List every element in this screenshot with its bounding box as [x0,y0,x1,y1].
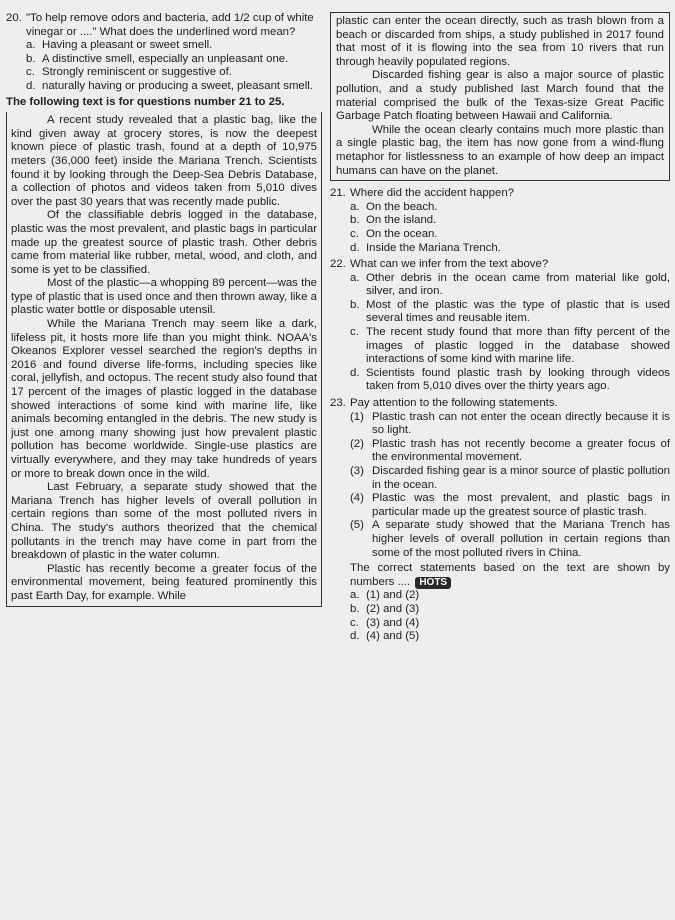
option-text: The recent study found that more than fifty percent of the images of plastic logged in the database showed interactions of some kind with marine life. [366,326,670,366]
passage-paragraph: While the Mariana Trench may seem like a dark, lifeless pit, it hosts more life than you might think. NOAA's Okeanos Explorer vessel searched the region's depths in 2016 and found diverse life-forms, including species like coral, jellyfish, and octopus. The recent study also found that 17 percent of the images of plastic logged in the database showed interactions of some kind with marine life, like animals becoming entangled in the debris. The new study is just one among many showing just how prevalent plastic pollution has become worldwide. Single-use plastics are virtually everywhere, and they may take hundreds of years or more to break down once in the wild. [11,318,317,480]
question-stem: What can we infer from the text above? [350,258,549,271]
question-21 [330,187,670,255]
option-text: Having a pleasant or sweet smell. [42,39,213,52]
option-text: A distinctive smell, especially an unpleasant one. [42,52,289,65]
passage-paragraph: Of the classifiable debris logged in the database, plastic was the most prevalent, and plastic bags in particular made up the greatest source of plastic trash. Other debris came from material like rubber, metal, wood, and cloth, and some is yet to be classified. [11,209,317,276]
statement-3 [350,465,670,492]
statement-number: (5) [350,519,364,532]
option-letter: d. [350,630,360,643]
option-letter: b. [350,298,360,311]
option-text: (4) and (5) [366,630,420,643]
passage-paragraph: Plastic has recently become a greater focus of the environmental movement, being featured prominently this past Earth Day, for example. While [11,562,317,602]
question-number: 20. [6,12,22,24]
option-letter: a. [350,589,360,602]
option-letter: b. [350,214,360,227]
option-c[interactable] [26,66,322,80]
option-letter: d. [350,366,360,379]
question-stem: Where did the accident happen? [350,187,515,200]
question-23 [330,397,670,644]
option-letter: b. [26,52,36,65]
option-a[interactable] [350,272,670,299]
option-b[interactable] [350,214,670,228]
statement-number: (1) [350,410,364,423]
passage-paragraph: Last February, a separate study showed that the Mariana Trench has higher levels of overall pollution in certain regions than some of the most polluted rivers in China. The study's authors theorized that the chemical pollutants in the trench may have come in part from the breakdown of plastic in the water column. [11,481,317,562]
option-c[interactable] [350,617,670,631]
option-text: On the beach. [366,200,438,213]
option-text: Scientists found plastic trash by looking through videos taken from 5,010 dives over the thirty years ago. [366,366,670,393]
statement-text: Plastic trash has not recently become a greater focus of the environmental movement. [372,437,670,464]
question-number: 23. [330,397,346,410]
question-22 [330,258,670,394]
left-column [6,12,322,607]
option-a[interactable] [350,589,670,603]
statement-number: (4) [350,492,364,505]
question-number: 22. [330,258,346,271]
option-text: Inside the Mariana Trench. [366,241,501,254]
passage-paragraph: While the ocean clearly contains much more plastic than a single plastic bag, the item has now gone from a wind-flung metaphor for listlessness to an example of how deep an impact humans can have on the planet. [336,123,664,177]
option-b[interactable] [26,53,322,67]
question-stem: "To help remove odors and bacteria, add 1/2 cup of white vinegar or ...." What does the underlined word mean? [26,12,314,38]
passage-left-box [6,112,322,606]
option-text: (2) and (3) [366,602,420,615]
question-closing [350,562,670,589]
passage-right-box [330,12,670,181]
statement-5 [350,519,670,560]
passage-paragraph: Most of the plastic—a whopping 89 percent—was the type of plastic that is used once and then thrown away, like a plastic water bottle or disposable utensil. [11,277,317,317]
passage-paragraph: A recent study revealed that a plastic bag, like the kind given away at grocery stores, is now the deepest known piece of plastic trash, found at a depth of 10,975 meters (36,000 feet) inside the Mariana Trench. Scientists found it by looking through the Deep-Sea Debris Database, a collection of photos and videos taken from 5,010 dives over the past 30 years that was recently made public. [11,114,317,208]
question-20 [6,12,322,94]
option-letter: a. [350,200,360,213]
option-text: Other debris in the ocean came from material like gold, silver, and iron. [366,271,670,298]
option-letter: c. [350,616,359,629]
option-c[interactable] [350,326,670,367]
statement-text: A separate study showed that the Mariana Trench has higher levels of overall pollution in certain regions than some of the most polluted rivers in China. [372,519,670,559]
option-text: (3) and (4) [366,616,420,629]
option-letter: c. [350,326,359,339]
option-b[interactable] [350,299,670,326]
hots-badge: HOTS [415,577,451,589]
option-d[interactable] [350,367,670,394]
option-text: Most of the plastic was the type of plastic that is used several times and reusable item. [366,298,670,325]
right-column [330,12,670,644]
closing-text: The correct statements based on the text are shown by numbers .... [350,562,670,588]
option-letter: d. [350,241,360,254]
option-d[interactable] [350,630,670,644]
option-text: On the island. [366,214,437,227]
option-c[interactable] [350,228,670,242]
statement-text: Plastic trash can not enter the ocean directly because it is so light. [372,410,670,437]
option-d[interactable] [26,80,322,94]
statement-text: Plastic was the most prevalent, and plastic bags in particular made up the greatest source of plastic trash. [372,492,670,518]
passage-paragraph: Discarded fishing gear is also a major source of plastic pollution, and a study published last March found that the material comprised the bulk of the Texas-size Great Pacific Garbage Patch floating between Hawaii and California. [336,69,664,123]
statement-number: (2) [350,437,364,450]
question-stem: Pay attention to the following statements. [350,397,558,410]
option-letter: c. [350,227,359,240]
option-text: naturally having or producing a sweet, pleasant smell. [42,79,313,92]
option-b[interactable] [350,603,670,617]
option-letter: a. [350,271,360,284]
option-letter: a. [26,39,36,52]
statement-2 [350,438,670,465]
option-text: On the ocean. [366,227,438,240]
option-letter: c. [26,66,35,79]
option-text: Strongly reminiscent or suggestive of. [42,66,232,79]
option-letter: b. [350,602,360,615]
option-a[interactable] [26,39,322,53]
option-text: (1) and (2) [366,589,420,602]
question-number: 21. [330,187,346,200]
statement-1 [350,411,670,438]
statement-number: (3) [350,465,364,477]
option-d[interactable] [350,242,670,256]
passage-paragraph: plastic can enter the ocean directly, such as trash blown from a beach or discarded from ships, a study published in 2017 found that most of it is flowing into the sea from 10 rivers that run through heavily populated regions. [336,15,664,68]
option-letter: d. [26,79,36,92]
statement-4 [350,492,670,519]
instruction-text: The following text is for questions number 21 to 25. [6,95,285,108]
option-a[interactable] [350,201,670,215]
statement-text: Discarded fishing gear is a minor source of plastic pollution in the ocean. [372,465,670,491]
